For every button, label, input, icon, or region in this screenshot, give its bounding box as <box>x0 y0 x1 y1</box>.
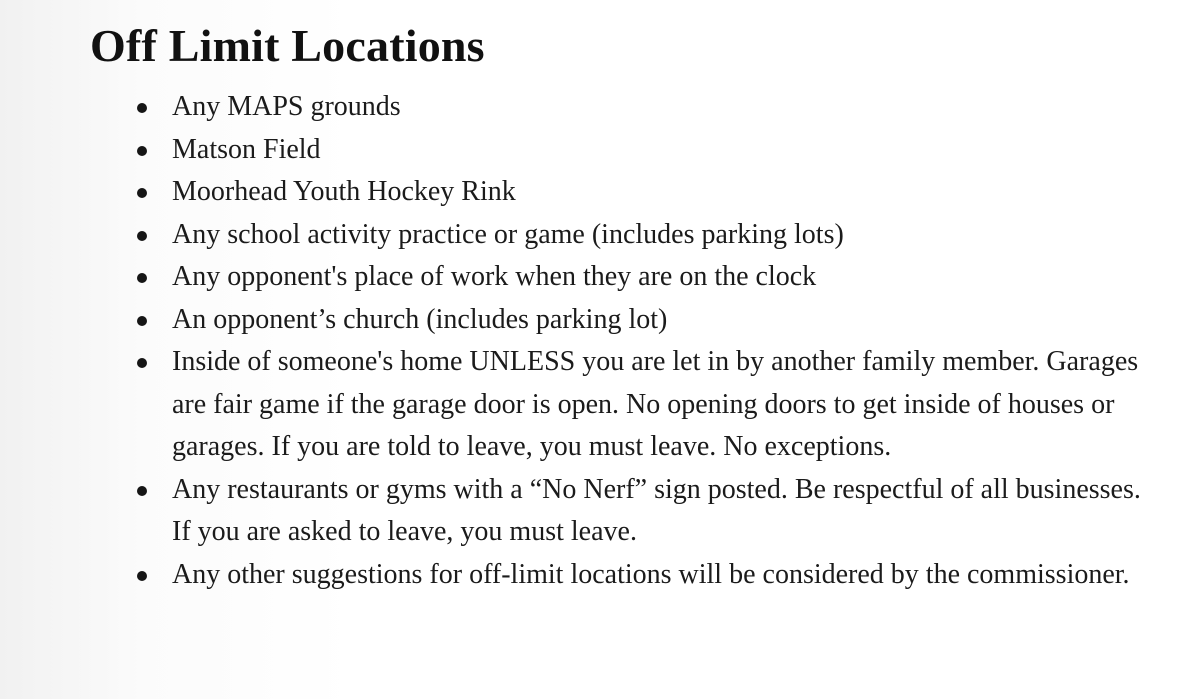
list-item <box>131 129 1141 172</box>
list-item-text: Any opponent's place of work when they are on the clock <box>172 261 817 292</box>
bullet-icon <box>137 103 147 113</box>
list-item-text: Moorhead Youth Hockey Rink <box>172 176 516 207</box>
list-item-text: Any restaurants or gyms with a “No Nerf” sign posted. Be respectful of all businesses. If you are asked to leave, you must leave. <box>172 473 1141 547</box>
list-item-text: An opponent’s church (includes parking lot) <box>172 303 668 335</box>
bullet-icon <box>137 358 147 368</box>
list-item <box>131 469 1141 554</box>
page-title: Off Limit Locations <box>90 20 485 71</box>
bullet-icon <box>137 316 147 326</box>
list-item-text: Matson Field <box>172 133 321 165</box>
list-item <box>131 554 1141 597</box>
list-item <box>131 341 1141 469</box>
bullet-icon <box>137 231 147 241</box>
bullet-icon <box>137 486 147 496</box>
list-item <box>131 299 1141 342</box>
bullet-icon <box>137 571 147 581</box>
list-item <box>131 214 1141 257</box>
list-item <box>131 86 1141 129</box>
list-item <box>131 171 1141 214</box>
list-item-text: Any other suggestions for off-limit locations will be considered by the commissioner. <box>172 558 1130 590</box>
bullet-icon <box>137 146 147 156</box>
bullet-icon <box>137 188 147 198</box>
list-item-text: Inside of someone's home UNLESS you are let in by another family member. Garages are fair game if the garage door is open. No opening doors to get inside of houses or garages. If you are told to leave, you must leave. No exceptions. <box>172 346 1139 462</box>
list-item-text: Any school activity practice or game (includes parking lots) <box>172 218 844 250</box>
list-item-text: Any MAPS grounds <box>172 91 401 122</box>
list-item <box>131 256 1141 299</box>
off-limit-locations-list <box>131 86 1141 596</box>
bullet-icon <box>137 273 147 283</box>
